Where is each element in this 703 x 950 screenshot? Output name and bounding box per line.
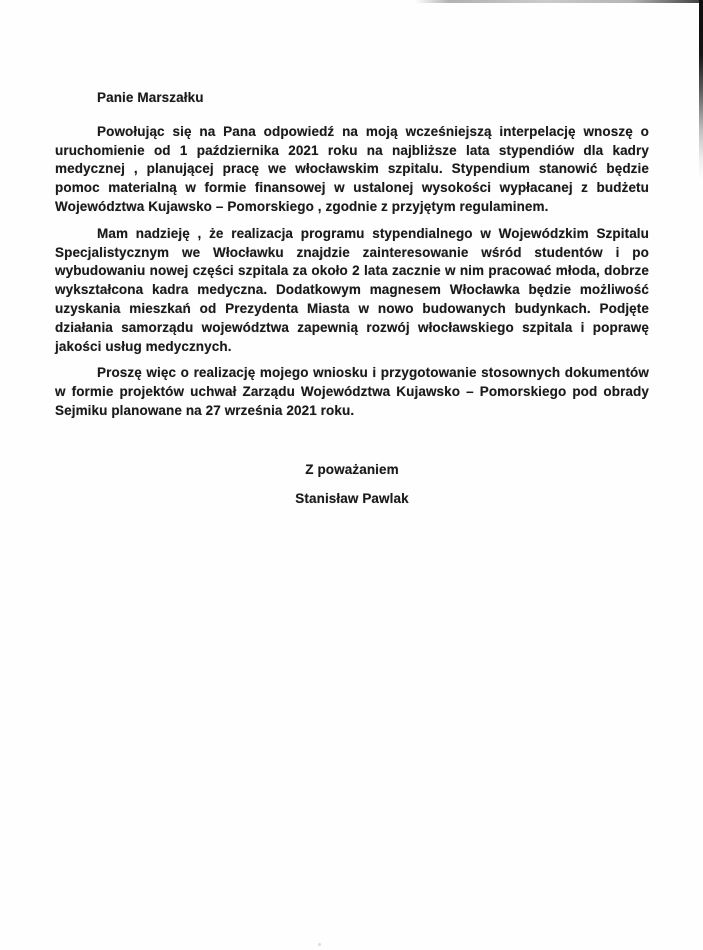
salutation: Panie Marszałku <box>97 90 204 105</box>
closing-phrase: Z poważaniem <box>305 461 399 477</box>
letter-paragraph: Mam nadzieję , że realizacja programu stypendialnego w Wojewódzkim Szpitalu Specjalistycznym we Włocławku znajdzie zainteresowanie wśród studentów i po wybudowaniu nowej części szpitala za około 2 lata zacznie w nim pracować młoda, dobrze wykształcona kadra medyczna. Dodatkowym magnesem Włocławka będzie możliwość uzyskania mieszkań od Prezydenta Miasta w nowo budowanych budynkach. Podjęte działania samorządu województwa zapewnią rozwój włocławskiego szpitala i poprawę jakości usług medycznych. <box>55 225 649 354</box>
closing-block <box>55 461 649 509</box>
letter-paragraph: Powołując się na Pana odpowiedź na moją wcześniejszą interpelację wnoszę o uruchomienie od 1 października 2021 roku na najbliższe lata stypendiów dla kadry medycznej , planującej pracę we włocławskim szpitalu. Stypendium stanowić będzie pomoc materialną w formie finansowej w ustalonej wysokości wypłacanej z budżetu Województwa Kujawsko – Pomorskiego , zgodnie z przyjętym regulaminem. <box>55 123 649 214</box>
scan-speck-bottom <box>318 943 321 946</box>
letter-paragraph: Proszę więc o realizację mojego wniosku i przygotowanie stosownych dokumentów w formie projektów uchwał Zarządu Województwa Kujawsko – Pomorskiego pod obrady Sejmiku planowane na 27 września 2021 roku. <box>55 365 649 418</box>
scan-smudge-right-edge <box>699 0 703 180</box>
scan-smudge-top <box>415 0 703 3</box>
signature-name: Stanisław Pawlak <box>295 490 409 506</box>
letter-body <box>55 89 649 508</box>
